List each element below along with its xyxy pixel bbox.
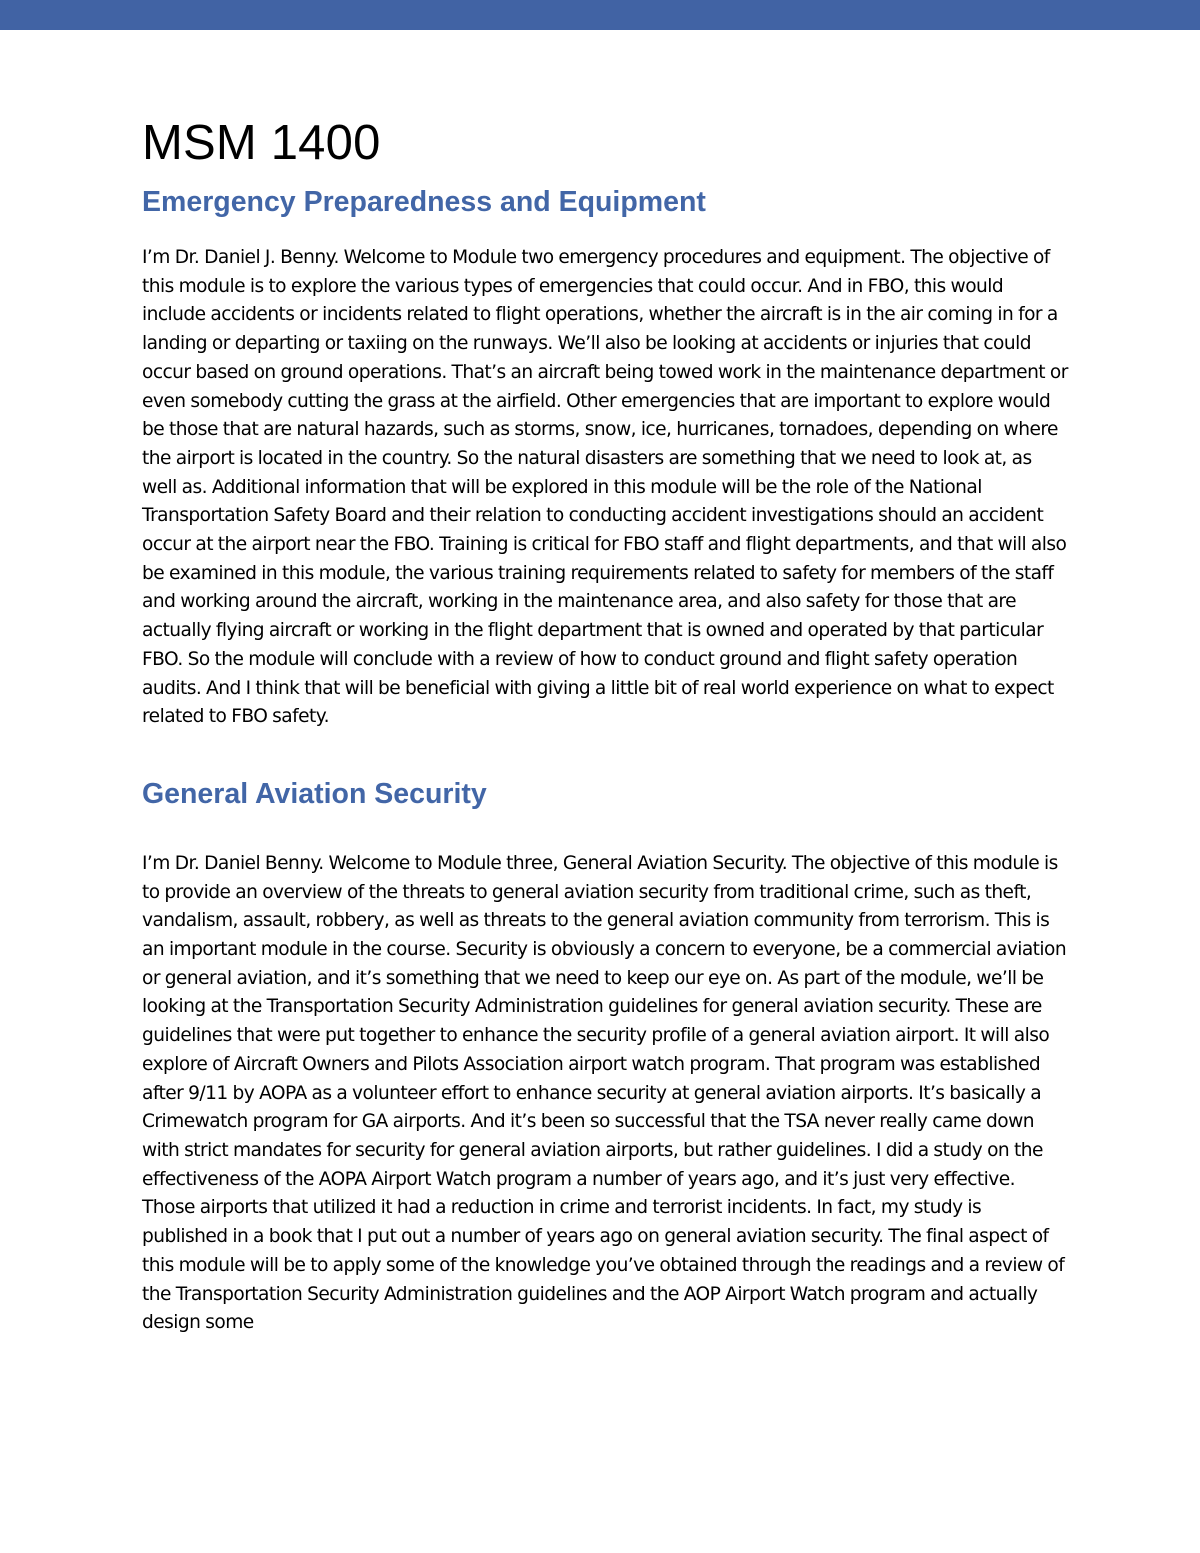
section-heading-general-aviation-security: General Aviation Security	[142, 777, 487, 810]
course-title: MSM 1400	[142, 116, 381, 170]
section-heading-emergency-preparedness: Emergency Preparedness and Equipment	[142, 186, 706, 218]
header-accent-band	[0, 0, 1200, 30]
document-body	[142, 112, 1068, 1338]
section-paragraph-general-aviation-security: I’m Dr. Daniel Benny. Welcome to Module three, General Aviation Security. The objective of this module is to provide an overview of the threats to general aviation security from traditional crime, such as theft, vandalism, assault, robbery, as well as threats to the general aviation community from terrorism. This is an important module in the course. Security is obviously a concern to everyone, be a commercial aviation or general aviation, and it’s something that we need to keep our eye on. As part of the module, we’ll be looking at the Transportation Security Administration guidelines for general aviation security. These are guidelines that were put together to enhance the security profile of a general aviation airport. It will also explore of Aircraft Owners and Pilots Association airport watch program. That program was established after 9/11 by AOPA as a volunteer effort to enhance security at general aviation airports. It’s basically a Crimewatch program for GA airports. And it’s been so successful that the TSA never really came down with strict mandates for security for general aviation airports, but rather guidelines. I did a study on the effectiveness of the AOPA Airport Watch program a number of years ago, and it’s just very effective. Those airports that utilized it had a reduction in crime and terrorist incidents. In fact, my study is published in a book that I put out a number of years ago on general aviation security. The final aspect of this module will be to apply some of the knowledge you’ve obtained through the readings and a review of the Transportation Security Administration guidelines and the AOP Airport Watch program and actually design some	[142, 852, 1067, 1334]
section-paragraph-emergency-preparedness: I’m Dr. Daniel J. Benny. Welcome to Module two emergency procedures and equipment. The objective of this module is to explore the various types of emergencies that could occur. And in FBO, this would include accidents or incidents related to flight operations, whether the aircraft is in the air coming in for a landing or departing or taxiing on the runways. We’ll also be looking at accidents or injuries that could occur based on ground operations. That’s an aircraft being towed work in the maintenance department or even somebody cutting the grass at the airfield. Other emergencies that are important to explore would be those that are natural hazards, such as storms, snow, ice, hurricanes, tornadoes, depending on where the airport is located in the country. So the natural disasters are something that we need to look at, as well as. Additional information that will be explored in this module will be the role of the National Transportation Safety Board and their relation to conducting accident investigations should an accident occur at the airport near the FBO. Training is critical for FBO staff and flight departments, and that will also be examined in this module, the various training requirements related to safety for members of the staff and working around the aircraft, working in the maintenance area, and also safety for those that are actually flying aircraft or working in the flight department that is owned and operated by that particular FBO. So the module will conclude with a review of how to conduct ground and flight safety operation audits. And I think that will be beneficial with giving a little bit of real world experience on what to expect related to FBO safety.	[142, 247, 1068, 728]
